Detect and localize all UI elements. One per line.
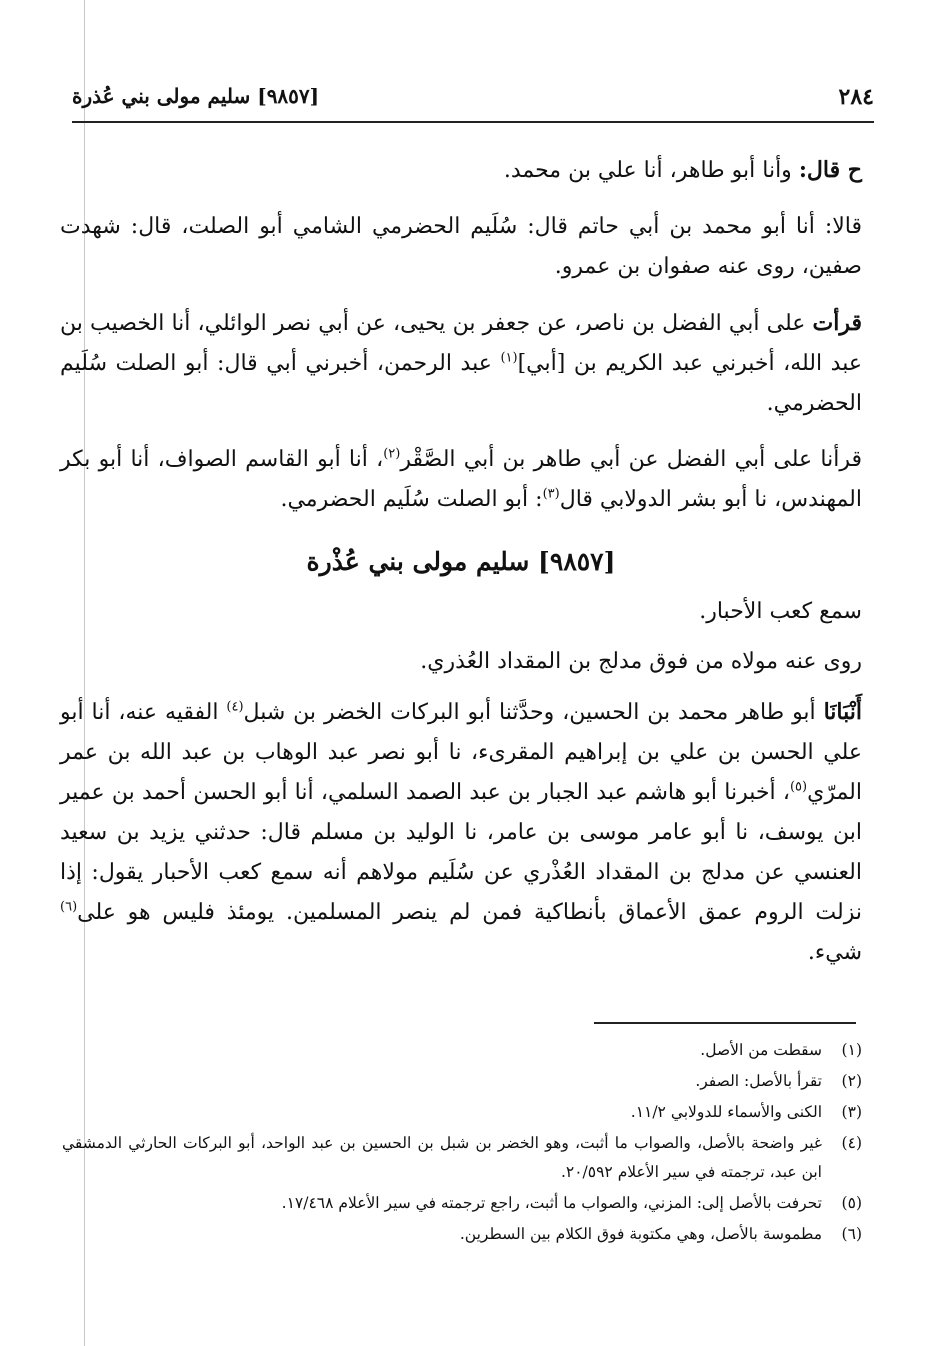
paragraph-text: قرأنا على أبي الفضل عن أبي طاهر بن أبي الصَّقْر — [400, 447, 862, 472]
footnote-number: (٢) — [841, 1072, 862, 1090]
footnote-rule — [594, 1022, 856, 1024]
footnote-ref: (٤) — [226, 699, 244, 715]
entry-main-paragraph — [60, 692, 862, 973]
main-text — [60, 150, 862, 989]
paragraph-2 — [60, 207, 862, 287]
footnote — [62, 1129, 862, 1187]
paragraph-lead: أَنْبَانَا — [823, 699, 862, 725]
paragraph-text: الفقيه عنه، أنا أبو علي الحسن بن علي بن إبراهيم المقرىء، نا أبو نصر عبد الوهاب بن عبد الله بن عمر المرّي — [60, 700, 862, 805]
entry-line-1: سمع كعب الأحبار. — [699, 599, 862, 624]
footnote-ref: (٢) — [383, 446, 401, 462]
paragraph-text: شيء. — [807, 940, 862, 965]
paragraph-text: قالا: أنا أبو محمد بن أبي حاتم قال: سُلَيم الحضرمي الشامي أبو الصلت، قال: شهدت صفين، روى عنه صفوان بن عمرو. — [60, 214, 862, 279]
footnote — [62, 1220, 862, 1249]
footnote-number: (٣) — [841, 1103, 862, 1121]
paragraph-text: ، أخبرنا أبو هاشم عبد الجبار بن عبد الصمد السلمي، أنا أبو الحسن أحمد بن عمير ابن يوسف، نا أبو عامر موسى بن عامر، نا الوليد بن مسلم قال: حدثني يزيد بن سعيد العنسي عن مدلج بن المقداد العُذْري عن سُلَيم مولاهم أنه سمع كعب الأحبار يقول: إذا نزلت الروم عمق الأعماق بأنطاكية فمن لم ينصر المسلمين. يومئذ فليس هو على — [60, 780, 862, 925]
paragraph-1 — [60, 150, 862, 191]
header-rule — [72, 121, 874, 123]
paragraph-text: وأنا أبو طاهر، أنا علي بن محمد. — [503, 158, 799, 183]
paragraph-lead: ح قال: — [798, 157, 862, 183]
running-head: [٩٨٥٧] سليم مولى بني عُذرة — [72, 84, 320, 108]
paragraph-lead: قرأت — [812, 310, 862, 336]
footnote-text: مطموسة بالأصل، وهي مكتوبة فوق الكلام بين السطرين. — [459, 1225, 822, 1243]
footnote — [62, 1098, 862, 1127]
footnote-ref: (٥) — [789, 779, 808, 795]
footnote-number: (٥) — [841, 1194, 862, 1212]
footnote-text: الكنى والأسماء للدولابي ١١/٢. — [630, 1103, 822, 1121]
footnote-ref: (٦) — [60, 899, 78, 915]
footnote — [62, 1036, 862, 1065]
footnote-number: (١) — [841, 1041, 862, 1059]
paragraph-3 — [60, 303, 862, 424]
footnote — [62, 1189, 862, 1218]
paragraph-text: أبو طاهر محمد بن الحسين، وحدَّثنا أبو البركات الخضر بن شبل — [243, 700, 824, 725]
footnote-number: (٦) — [841, 1225, 862, 1243]
footnote-text: تقرأ بالأصل: الصفر. — [695, 1072, 822, 1090]
footnote-text: سقطت من الأصل. — [700, 1041, 822, 1059]
footnote — [62, 1067, 862, 1096]
footnote-number: (٤) — [841, 1134, 862, 1152]
footnote-ref: (٣) — [542, 486, 560, 502]
page-header — [72, 84, 874, 118]
footnotes — [62, 1036, 862, 1251]
paragraph-text: عبد الرحمن، أخبرني أبي قال: أبو الصلت سُلَيم الحضرمي. — [60, 351, 862, 416]
paragraph-4 — [60, 440, 862, 520]
page-number: ٢٨٤ — [838, 84, 874, 110]
footnote-text: غير واضحة بالأصل، والصواب ما أثبت، وهو الخضر بن شبل بن الحسين بن عبد الواحد، أبو البركات الحارثي الدمشقي ابن عبد، ترجمته في سير الأعلام ٢٠/٥٩٢. — [62, 1134, 822, 1181]
paragraph-text: على أبي الفضل بن ناصر، عن جعفر بن يحيى، عن أبي نصر الوائلي، أنا الخصيب بن عبد الله، أخبرني عبد الكريم بن [أبي] — [60, 311, 862, 376]
paragraph-text: : أبو الصلت سُلَيم الحضرمي. — [280, 487, 543, 512]
entry-heading: [٩٨٥٧] سليم مولى بني عُذْرة — [306, 547, 616, 576]
footnote-text: تحرفت بالأصل إلى: المزني، والصواب ما أثبت، راجع ترجمته في سير الأعلام ١٧/٤٦٨. — [281, 1194, 822, 1212]
entry-line-2: روى عنه مولاه من فوق مدلج بن المقداد العُذري. — [420, 649, 862, 674]
paragraph-text: ، أنا أبو القاسم الصواف، أنا أبو بكر المهندس، نا أبو بشر الدولابي قال — [60, 447, 862, 512]
footnote-ref: (١) — [500, 350, 518, 366]
